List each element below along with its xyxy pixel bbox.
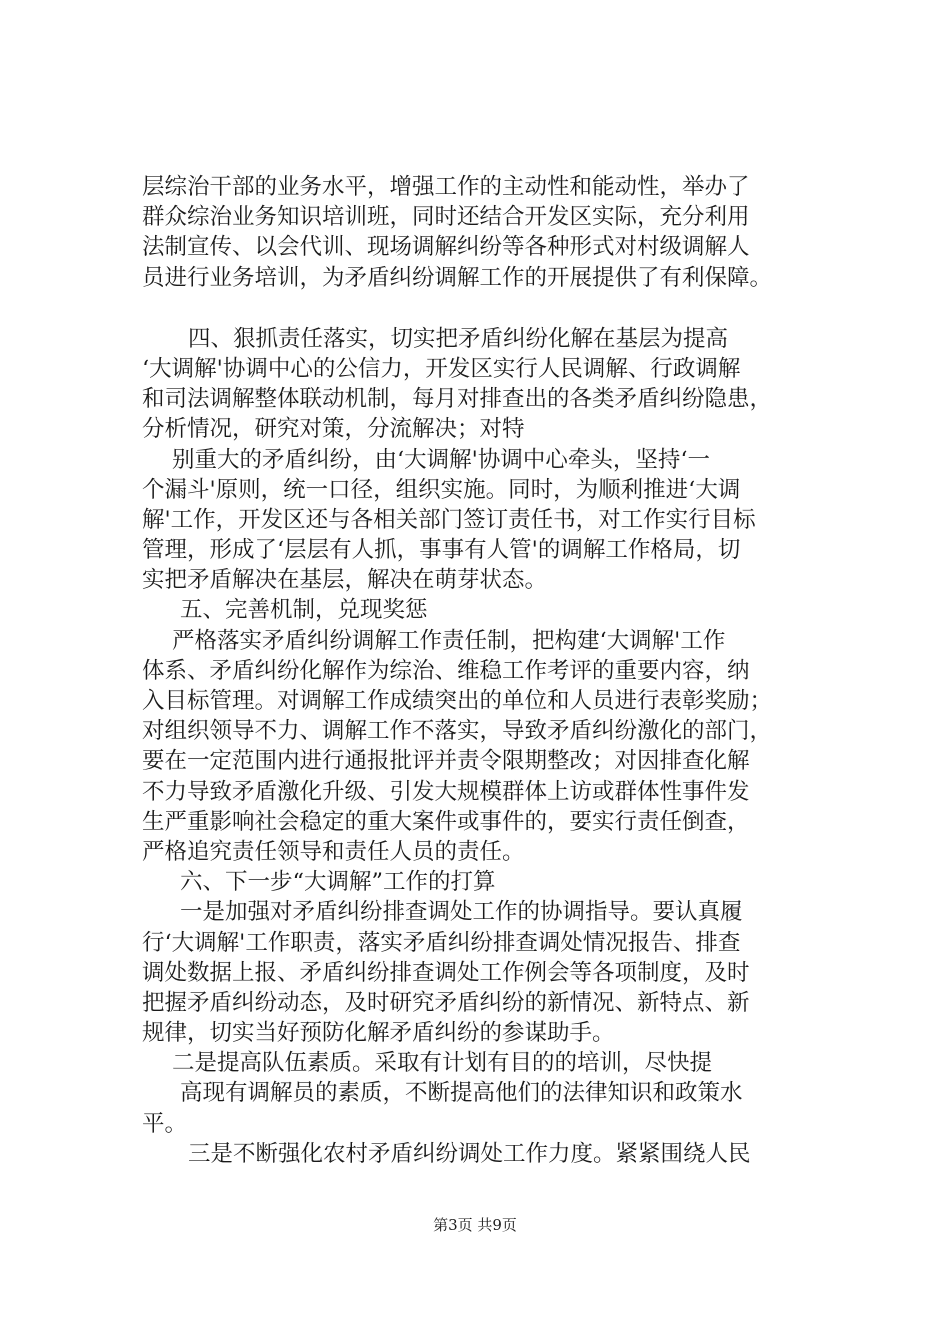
paragraph <box>142 445 842 596</box>
text-line: 五、完善机制，兑现奖惩 <box>180 597 428 624</box>
paragraph <box>142 897 842 1048</box>
paragraph <box>142 324 842 445</box>
text-line: 管理，形成了‘层层有人抓，事事有人管'的调解工作格局，切 <box>142 537 741 564</box>
paragraph <box>142 1048 842 1078</box>
text-line: 行‘大调解'工作职责，落实矛盾纠纷排查调处情况报告、排查 <box>142 929 741 956</box>
text-line: 平。 <box>142 1110 188 1137</box>
text-line: 要在一定范围内进行通报批评并责令限期整改；对因排查化解 <box>142 748 750 775</box>
text-line: 别重大的矛盾纠纷，由‘大调解'协调中心牵头，坚持‘一 <box>172 446 710 473</box>
text-line: ‘大调解'协调中心的公信力，开发区实行人民调解、行政调解 <box>142 355 741 382</box>
paragraph-gap <box>142 293 842 324</box>
paragraph <box>142 867 842 897</box>
text-line: 调处数据上报、矛盾纠纷排查调处工作例会等各项制度，及时 <box>142 959 750 986</box>
text-line: 六、下一步“大调解”工作的打算 <box>180 869 496 896</box>
paragraph <box>142 172 842 293</box>
document-body <box>142 172 842 1169</box>
text-line: 生严重影响社会稳定的重大案件或事件的，要实行责任倒查， <box>142 808 750 835</box>
text-line: 一是加强对矛盾纠纷排查调处工作的协调指导。要认真履 <box>180 899 743 926</box>
text-line: 高现有调解员的素质，不断提高他们的法律知识和政策水 <box>180 1080 743 1107</box>
text-line: 四、狠抓责任落实，切实把矛盾纠纷化解在基层为提高 <box>188 325 729 352</box>
paragraph <box>142 595 842 625</box>
text-line: 入目标管理。对调解工作成绩突出的单位和人员进行表彰奖励； <box>142 688 773 714</box>
text-line: 体系、矛盾纠纷化解作为综治、维稳工作考评的重要内容，纳 <box>142 657 750 684</box>
paragraph <box>142 1078 842 1138</box>
text-line: 法制宣传、以会代训、现场调解纠纷等各种形式对村级调解人 <box>142 234 750 261</box>
text-line: 层综治干部的业务水平，增强工作的主动性和能动性，举办了 <box>142 174 750 200</box>
text-line: 对组织领导不力、调解工作不落实，导致矛盾纠纷激化的部门， <box>142 718 773 745</box>
text-line: 二是提高队伍素质。采取有计划有目的的培训，尽快提 <box>172 1050 713 1077</box>
text-line: 把握矛盾纠纷动态，及时研究矛盾纠纷的新情况、新特点、新 <box>142 989 750 1016</box>
text-line: 不力导致矛盾激化升级、引发大规模群体上访或群体性事件发 <box>142 778 750 805</box>
text-line: 分析情况，研究对策，分流解决；对特 <box>142 416 525 443</box>
text-line: 和司法调解整体联动机制，每月对排查出的各类矛盾纠纷隐患， <box>142 386 773 413</box>
page-footer: 第3页 共9页 <box>433 1216 517 1234</box>
text-line: 个漏斗'原则，统一口径，组织实施。同时，为顺利推进‘大调 <box>142 476 741 503</box>
text-line: 员进行业务培训，为矛盾纠纷调解工作的开展提供了有利保障。 <box>142 264 773 291</box>
text-line: 三是不断强化农村矛盾纠纷调处工作力度。紧紧围绕人民 <box>188 1140 751 1167</box>
text-line: 严格追究责任领导和责任人员的责任。 <box>142 838 525 865</box>
text-line: 群众综治业务知识培训班，同时还结合开发区实际，充分利用 <box>142 204 750 231</box>
text-line: 实把矛盾解决在基层，解决在萌芽状态。 <box>142 567 548 594</box>
paragraph <box>142 1139 842 1169</box>
paragraph <box>142 626 842 868</box>
text-line: 解'工作，开发区还与各相关部门签订责任书，对工作实行目标 <box>142 506 756 533</box>
text-line: 严格落实矛盾纠纷调解工作责任制，把构建‘大调解'工作 <box>172 627 726 654</box>
text-line: 规律，切实当好预防化解矛盾纠纷的参谋助手。 <box>142 1020 615 1047</box>
